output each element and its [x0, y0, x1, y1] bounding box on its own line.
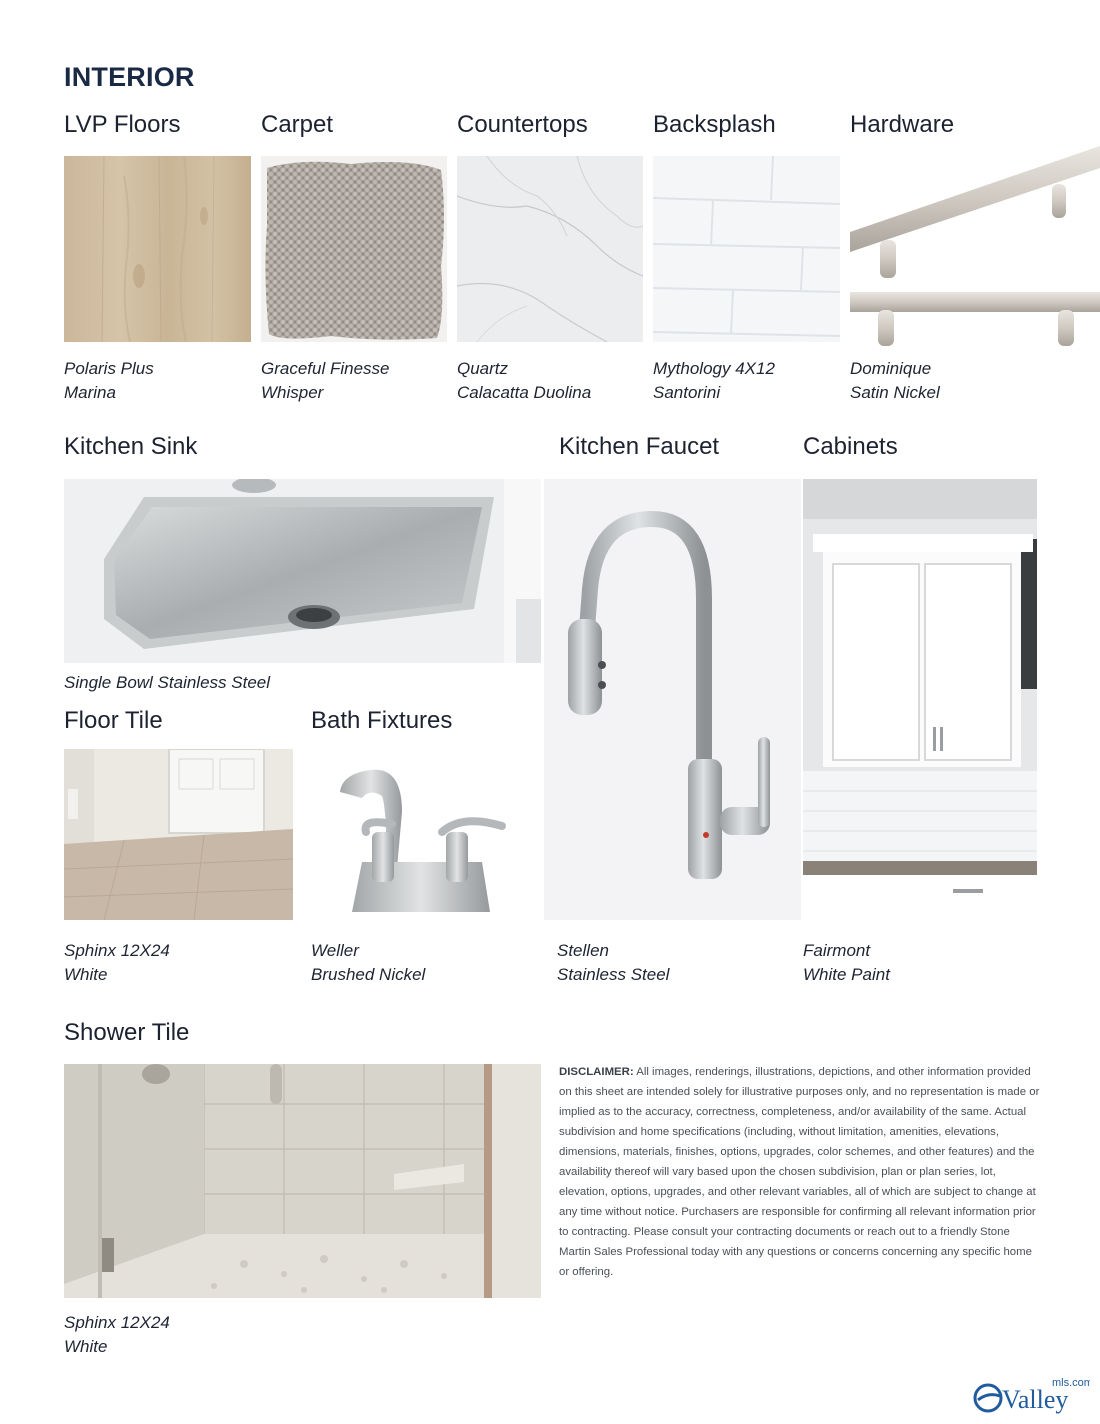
kitchen-faucet-color: Stainless Steel — [557, 965, 670, 984]
shower-tile-title: Shower Tile — [64, 1019, 190, 1046]
hardware-image — [848, 146, 1100, 352]
logo-brand: Valley — [1002, 1385, 1069, 1414]
countertops-image — [457, 156, 643, 342]
shower-tile-caption — [64, 1311, 170, 1359]
page-heading: INTERIOR — [64, 62, 195, 92]
carpet-color: Whisper — [261, 383, 324, 402]
kitchen-faucet-image — [544, 479, 801, 920]
floor-tile-caption — [64, 939, 170, 987]
hardware-caption — [850, 357, 940, 405]
backsplash-image — [653, 156, 840, 342]
shower-tile-image — [64, 1064, 541, 1298]
floor-tile-color: White — [64, 965, 108, 984]
lvp-floors-caption — [64, 357, 154, 405]
countertops-caption — [457, 357, 591, 405]
shower-tile-name: Sphinx 12X24 — [64, 1313, 170, 1332]
countertops-name: Quartz — [457, 359, 509, 378]
countertops-color: Calacatta Duolina — [457, 383, 592, 402]
floor-tile-title: Floor Tile — [64, 707, 163, 734]
bath-fixtures-color: Brushed Nickel — [311, 965, 426, 984]
kitchen-sink-caption: Single Bowl Stainless Steel — [64, 673, 271, 692]
cabinets-caption — [803, 939, 890, 987]
carpet-name: Graceful Finesse — [261, 359, 390, 378]
backsplash-color: Santorini — [653, 383, 721, 402]
lvp-floors-name: Polaris Plus — [64, 359, 154, 378]
kitchen-faucet-name: Stellen — [557, 941, 609, 960]
carpet-caption — [261, 357, 390, 405]
kitchen-sink-title: Kitchen Sink — [64, 433, 198, 460]
kitchen-faucet-caption — [557, 939, 669, 987]
kitchen-faucet-title: Kitchen Faucet — [559, 433, 720, 460]
valleymls-logo — [972, 1374, 1090, 1414]
carpet-title: Carpet — [261, 111, 334, 138]
bath-fixtures-image — [322, 752, 530, 920]
bath-fixtures-caption — [311, 939, 425, 987]
disclaimer — [559, 1062, 1044, 1282]
cabinets-name: Fairmont — [803, 941, 871, 960]
bath-fixtures-title: Bath Fixtures — [311, 707, 453, 734]
hardware-color: Satin Nickel — [850, 383, 940, 402]
countertops-title: Countertops — [457, 111, 588, 138]
bath-fixtures-name: Weller — [311, 941, 359, 960]
disclaimer-text: All images, renderings, illustrations, depictions, and other information provided on this sheet are intended solely for illustrative purposes only, and no representation is made or implied as to the accuracy, correctness, completeness, and/or availability of the same. Actual subdivision and home specifications (including, without limitation, amenities, elevations, dimensions, materials, finishes, options, upgrades, color schemes, and other features) and the availability thereof will vary based upon the chosen subdivision, plan or plan series, lot, elevation, options, upgrades, and other relevant variables, all of which are subject to change at any time without notice. Purchasers are responsible for confirming all relevant information prior to contracting. Please consult your contracting documents or reach out to a friendly Stone Martin Sales Professional today with any questions or concerns concerning any specific home or offering. — [559, 1066, 1040, 1278]
cabinets-color: White Paint — [803, 965, 890, 984]
lvp-floors-image — [64, 156, 251, 342]
hardware-name: Dominique — [850, 359, 932, 378]
shower-tile-color: White — [64, 1337, 108, 1356]
cabinets-image — [803, 479, 1037, 920]
kitchen-sink-image — [64, 479, 541, 663]
lvp-floors-title: LVP Floors — [64, 111, 181, 138]
floor-tile-image — [64, 749, 293, 920]
backsplash-caption — [653, 357, 775, 405]
disclaimer-label: DISCLAIMER: — [559, 1066, 634, 1078]
cabinets-title: Cabinets — [803, 433, 898, 460]
floor-tile-name: Sphinx 12X24 — [64, 941, 170, 960]
backsplash-title: Backsplash — [653, 111, 776, 138]
logo-domain: mls.com — [1052, 1377, 1090, 1389]
lvp-floors-color: Marina — [64, 383, 116, 402]
hardware-title: Hardware — [850, 111, 955, 138]
carpet-image — [261, 156, 447, 342]
backsplash-name: Mythology 4X12 — [653, 359, 775, 378]
